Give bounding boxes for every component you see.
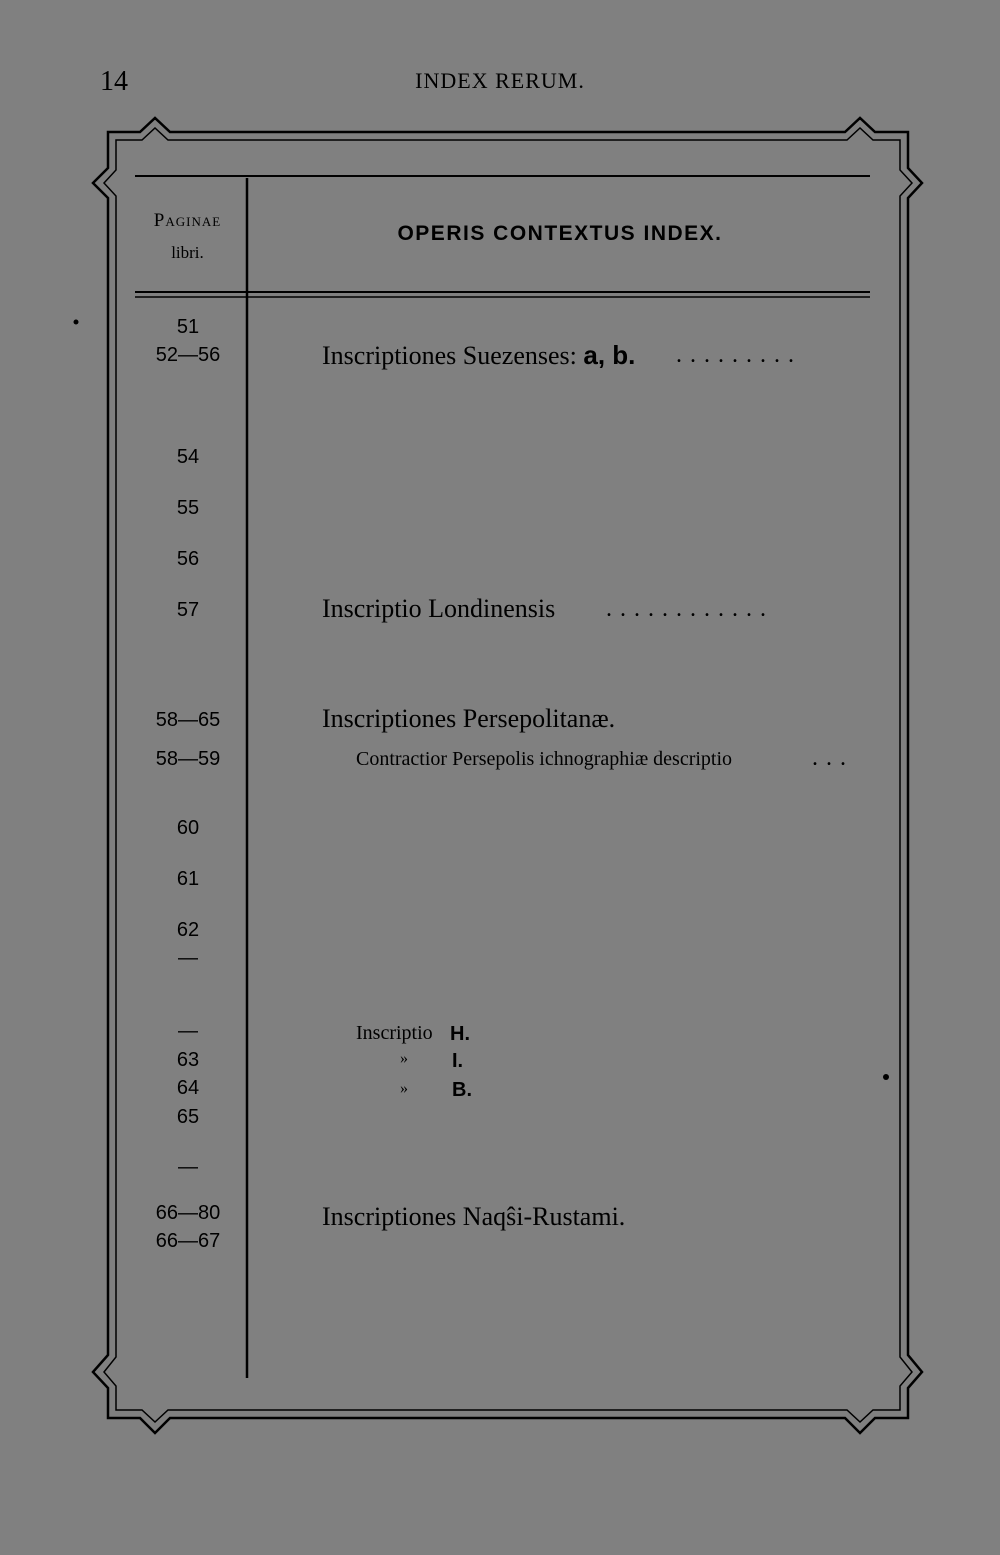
entry-naqsi-rustami: Inscriptiones Naqŝi-Rustami. xyxy=(322,1202,626,1231)
inscription-b: B. xyxy=(452,1079,472,1101)
entry-londinensis: Inscriptio Londinensis xyxy=(322,594,556,623)
page-ref: — xyxy=(178,1156,198,1178)
entry-suez-text: Inscriptiones Suezenses: xyxy=(322,341,584,370)
page-ref: 66—80 xyxy=(155,1202,221,1224)
page-ref: 62 xyxy=(176,919,200,941)
running-title: INDEX RERUM. xyxy=(415,68,585,93)
page-ref: 51 xyxy=(176,316,200,338)
column-header-pages-line2: libri. xyxy=(171,243,204,262)
ditto-mark: » xyxy=(400,1080,408,1097)
page-ref: 58—65 xyxy=(155,709,221,731)
page-ref: 63 xyxy=(176,1049,200,1071)
entry-suez xyxy=(322,340,635,371)
page-ref: 54 xyxy=(176,446,200,468)
column-header-pages-line1: Paginae xyxy=(153,210,222,231)
page-ref: 55 xyxy=(176,497,200,519)
ditto-mark: » xyxy=(400,1050,408,1067)
inscription-label: Inscriptio xyxy=(356,1022,433,1044)
page-ref: 58—59 xyxy=(155,748,221,770)
page-ref: 57 xyxy=(176,599,200,621)
entry-persepolis-sub: Contractior Persepolis ichnographiæ descriptio xyxy=(356,748,733,770)
entry-suez-bold: a, b. xyxy=(583,340,636,370)
entry-suez-leader: ......... xyxy=(676,342,802,368)
page-ref: 56 xyxy=(176,548,200,570)
page-ref: 60 xyxy=(176,817,200,839)
page-ref: 52—56 xyxy=(155,344,221,366)
inscription-h: H. xyxy=(450,1023,470,1045)
entry-persepolis-sub-leader: ... xyxy=(812,745,854,771)
entry-persepolitanae: Inscriptiones Persepolitanæ. xyxy=(322,704,616,733)
page-ref: 66—67 xyxy=(155,1230,221,1252)
page-ref: — xyxy=(178,1020,198,1042)
page-ref: — xyxy=(178,947,198,969)
page-ref: 61 xyxy=(176,868,200,890)
entry-londinensis-leader: ............ xyxy=(606,596,774,622)
page-ref: 64 xyxy=(176,1077,200,1099)
column-header-pages xyxy=(140,205,235,269)
inscription-i: I. xyxy=(452,1050,464,1072)
page-number: 14 xyxy=(100,66,128,97)
column-header-contents: OPERIS CONTEXTUS INDEX. xyxy=(397,222,723,245)
page-ref: 65 xyxy=(176,1106,200,1128)
